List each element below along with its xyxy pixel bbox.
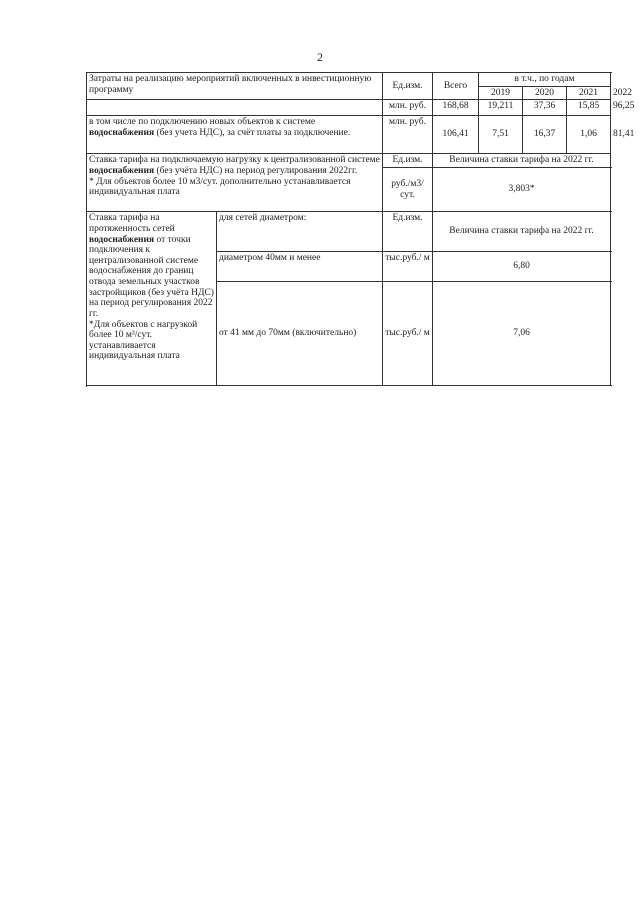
- costs-2020: 37,36: [523, 100, 567, 116]
- load-value: 3,803*: [433, 168, 611, 212]
- year-2021: 2021: [567, 86, 611, 100]
- connection-2021: 1,06: [567, 116, 611, 154]
- unit-header: Ед.изм.: [383, 73, 433, 100]
- costs-values-row: млн. руб. 168,68 19,211 37,36 15,85 96,25: [87, 100, 611, 116]
- page-number: 2: [317, 50, 323, 64]
- costs-unit: млн. руб.: [383, 100, 433, 116]
- diameter-header: для сетей диаметром:: [217, 212, 383, 252]
- year-2019: 2019: [479, 86, 523, 100]
- length-unit-header: Ед.изм.: [383, 212, 433, 252]
- costs-header-row: [87, 73, 611, 87]
- length-rate-label: Ставка тарифа на протяженность сетей водоснабжения от точки подключения к централизованной системе водоснабжения до границ отвода земельных участков застройщиков (без учёта НДС) на период регулирования 2022 гг. *Для объектов с нагрузкой более 10 м³/сут. устанавливается индивидуальная плата: [87, 212, 217, 386]
- years-row: 2019 2020 2021 2022: [87, 86, 611, 100]
- diameter-2-unit: тыс.руб./ м: [383, 282, 433, 386]
- connection-total: 106,41: [433, 116, 479, 154]
- costs-total: 168,68: [433, 100, 479, 116]
- connection-row: в том числе по подключению новых объектов к системе водоснабжения (без учета НДС), за счёт платы за подключение. млн. руб. 106,41 7,51 16,37 1,06 81,41: [87, 116, 611, 154]
- diameter-1-unit: тыс.руб./ м: [383, 252, 433, 282]
- connection-2020: 16,37: [523, 116, 567, 154]
- diameter-2-value: 7,06: [433, 282, 611, 386]
- connection-2019: 7,51: [479, 116, 523, 154]
- connection-label: в том числе по подключению новых объектов к системе водоснабжения (без учета НДС), за счёт платы за подключение.: [87, 116, 383, 154]
- load-unit: руб./м3/ сут.: [383, 168, 433, 212]
- load-rate-label: Ставка тарифа на подключаемую нагрузку к централизованной системе водоснабжения (без учёта НДС) на период регулирования 2022гг. * Для объектов более 10 м3/сут. дополнительно устанавливается индивидуальная плата: [87, 154, 383, 212]
- diameter-2: от 41 мм до 70мм (включительно): [217, 282, 383, 386]
- diameter-1-value: 6,80: [433, 252, 611, 282]
- load-rate-header-row: [87, 154, 611, 168]
- length-rate-header-row: [87, 212, 611, 252]
- costs-label: Затраты на реализацию мероприятий включенных в инвестиционную программу: [87, 73, 383, 100]
- costs-2021: 15,85: [567, 100, 611, 116]
- year-2020: 2020: [523, 86, 567, 100]
- load-value-header: Величина ставки тарифа на 2022 гг.: [433, 154, 611, 168]
- costs-2019: 19,211: [479, 100, 523, 116]
- load-unit-header: Ед.изм.: [383, 154, 433, 168]
- diameter-1: диаметром 40мм и менее: [217, 252, 383, 282]
- length-value-header: Величина ставки тарифа на 2022 гг.: [433, 212, 611, 252]
- tariff-table: [86, 72, 635, 386]
- connection-unit: млн. руб.: [383, 116, 433, 154]
- total-header: Всего: [433, 73, 479, 100]
- by-years-header: в т.ч., по годам: [479, 73, 611, 87]
